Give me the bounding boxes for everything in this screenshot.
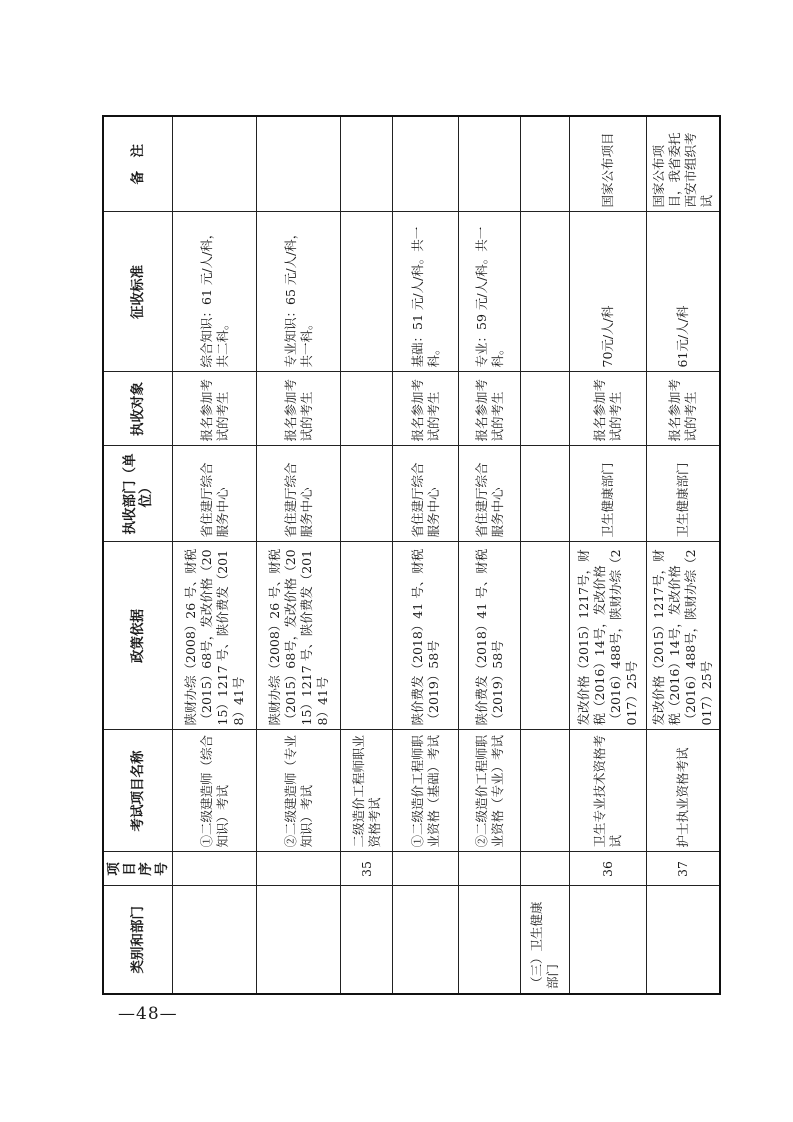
cell-category xyxy=(341,886,393,994)
cell-policy: 陕财办综（2008）26 号、财税（2015）68号，发改价格（2015）1217 号、陕价费发（2018）41号 xyxy=(257,542,341,730)
cell-seq xyxy=(257,852,341,886)
cell-standard xyxy=(341,212,393,372)
cell-policy xyxy=(521,542,570,730)
cell-standard: 综合知识：61 元/人/科，共二科。 xyxy=(173,212,257,372)
cell-dept: 省住建厅综合服务中心 xyxy=(173,446,257,542)
cell-category xyxy=(257,886,341,994)
table-row xyxy=(173,116,257,994)
header-target: 执收对象 xyxy=(103,372,173,446)
cell-category: （三）卫生健康部门 xyxy=(521,886,570,994)
cell-policy xyxy=(341,542,393,730)
cell-seq xyxy=(173,852,257,886)
header-seq: 项目序号 xyxy=(103,852,173,886)
cell-name: 护士执业资格考试 xyxy=(647,730,720,852)
cell-note xyxy=(173,116,257,212)
table-row xyxy=(521,116,570,994)
header-dept: 执收部门（单位） xyxy=(103,446,173,542)
cell-dept: 省住建厅综合服务中心 xyxy=(459,446,521,542)
cell-target: 报名参加考试的考生 xyxy=(173,372,257,446)
header-category: 类别和部门 xyxy=(103,886,173,994)
cell-name: 卫生专业技术资格考试 xyxy=(570,730,647,852)
cell-target: 报名参加考试的考生 xyxy=(647,372,720,446)
cell-category xyxy=(647,886,720,994)
table-row xyxy=(393,116,459,994)
header-row xyxy=(103,116,173,994)
header-note: 备 注 xyxy=(103,116,173,212)
table-row xyxy=(459,116,521,994)
cell-category xyxy=(393,886,459,994)
cell-target xyxy=(521,372,570,446)
page-number: —48— xyxy=(118,1004,178,1024)
cell-policy: 陕财办综（2008）26 号、财税（2015）68号，发改价格（2015）1217 号、陕价费发（2018）41号 xyxy=(173,542,257,730)
cell-policy: 陕价费发（2018）41 号、财税（2019）58号 xyxy=(459,542,521,730)
cell-dept: 省住建厅综合服务中心 xyxy=(257,446,341,542)
cell-name xyxy=(521,730,570,852)
cell-category xyxy=(173,886,257,994)
table-row xyxy=(257,116,341,994)
cell-standard: 61元/人/科 xyxy=(647,212,720,372)
cell-note xyxy=(521,116,570,212)
cell-policy: 发改价格（2015）1217号，财税（2016）14号，发改价格（2016）488号，陕财办综（2017）25号 xyxy=(570,542,647,730)
cell-note xyxy=(257,116,341,212)
cell-dept xyxy=(521,446,570,542)
header-policy: 政策依据 xyxy=(103,542,173,730)
cell-dept: 省住建厅综合服务中心 xyxy=(393,446,459,542)
cell-policy: 发改价格（2015）1217号，财税（2016）14号，发改价格（2016）488号，陕财办综（2017）25号 xyxy=(647,542,720,730)
cell-name: ②二级建造师（专业知识）考试 xyxy=(257,730,341,852)
cell-category xyxy=(459,886,521,994)
cell-note xyxy=(459,116,521,212)
rotated-table-wrapper xyxy=(102,117,714,995)
cell-standard: 专业知识：65 元/人/科，共一科。 xyxy=(257,212,341,372)
cell-note: 国家公布项目 xyxy=(570,116,647,212)
cell-seq: 36 xyxy=(570,852,647,886)
cell-standard: 70元/人/科 xyxy=(570,212,647,372)
cell-seq xyxy=(393,852,459,886)
cell-standard: 基础：51 元/人/科。共一科。 xyxy=(393,212,459,372)
cell-name: ①二级造价工程师职业资格（基础）考试 xyxy=(393,730,459,852)
cell-dept: 卫生健康部门 xyxy=(570,446,647,542)
cell-standard: 专业：59 元/人/科。共一科。 xyxy=(459,212,521,372)
cell-seq: 35 xyxy=(341,852,393,886)
table-row xyxy=(647,116,720,994)
cell-dept xyxy=(341,446,393,542)
cell-seq: 37 xyxy=(647,852,720,886)
cell-name: ②二级造价工程师职业资格（专业）考试 xyxy=(459,730,521,852)
cell-note: 国家公布项目，我省委托西安市组织考试 xyxy=(647,116,720,212)
cell-target: 报名参加考试的考生 xyxy=(459,372,521,446)
cell-name: ①二级建造师（综合知识）考试 xyxy=(173,730,257,852)
table-row xyxy=(341,116,393,994)
fee-table xyxy=(102,115,721,995)
cell-target: 报名参加考试的考生 xyxy=(257,372,341,446)
cell-seq xyxy=(521,852,570,886)
cell-dept: 卫生健康部门 xyxy=(647,446,720,542)
cell-standard xyxy=(521,212,570,372)
cell-target: 报名参加考试的考生 xyxy=(393,372,459,446)
cell-note xyxy=(393,116,459,212)
header-name: 考试项目名称 xyxy=(103,730,173,852)
cell-target: 报名参加考试的考生 xyxy=(570,372,647,446)
cell-name: 二级造价工程师职业资格考试 xyxy=(341,730,393,852)
cell-seq xyxy=(459,852,521,886)
cell-target xyxy=(341,372,393,446)
cell-note xyxy=(341,116,393,212)
cell-category xyxy=(570,886,647,994)
table-row xyxy=(570,116,647,994)
header-standard: 征收标准 xyxy=(103,212,173,372)
cell-policy: 陕价费发（2018）41 号、财税（2019）58号 xyxy=(393,542,459,730)
